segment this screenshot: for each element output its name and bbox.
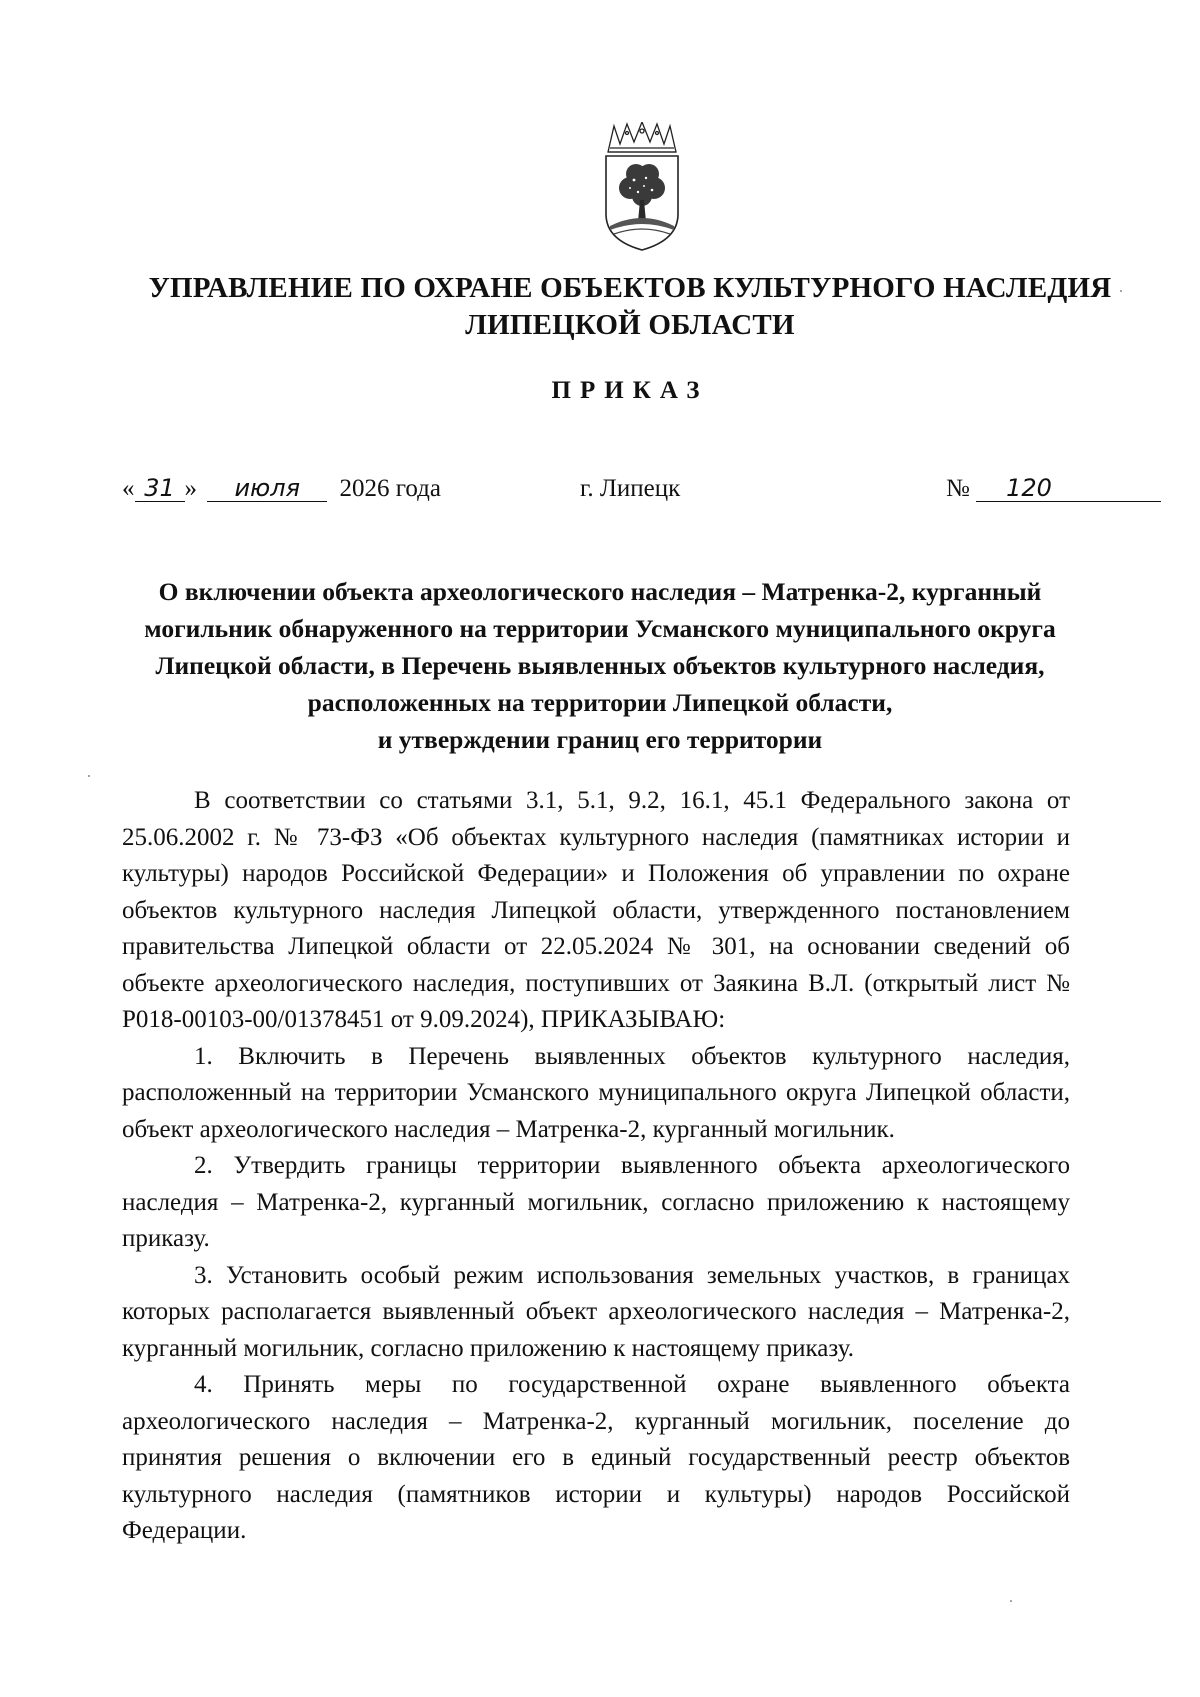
document-meta-line — [0, 475, 1200, 515]
document-number — [946, 475, 1161, 503]
agency-name-line1: УПРАВЛЕНИЕ ПО ОХРАНЕ ОБЪЕКТОВ КУЛЬТУРНОГО НАСЛЕДИЯ — [148, 272, 1112, 304]
agency-name-line2: ЛИПЕЦКОЙ ОБЛАСТИ — [465, 309, 795, 341]
number-label: № — [946, 475, 970, 502]
document-date — [122, 475, 441, 503]
date-year: 2026 года — [339, 475, 441, 502]
scan-speck — [1120, 290, 1122, 292]
agency-header — [140, 270, 1120, 344]
order-item-4: 4. Принять меры по государственной охране выявленного объекта археологического наследия – Матренка-2, курганный могильник, поселение до принятия решения о включении его в единый государственный реестр объектов культурного наследия (памятников истории и культуры) народов Российской Федерации. — [122, 1371, 1070, 1544]
date-quote-close: » — [184, 475, 197, 502]
document-title — [120, 573, 1080, 758]
title-line: расположенных на территории Липецкой области, — [307, 688, 893, 717]
date-quote-open: « — [122, 475, 135, 502]
lipetsk-coat-of-arms-icon — [600, 122, 684, 252]
title-line: Липецкой области, в Перечень выявленных объектов культурного наследия, — [155, 651, 1045, 680]
title-line: могильник обнаруженного на территории Усманского муниципального округа — [144, 614, 1056, 643]
order-item-3: 3. Установить особый режим использования земельных участков, в границах которых располагается выявленный объект археологического наследия – Матренка-2, курганный могильник, согласно приложению к настоящему приказу. — [122, 1261, 1070, 1362]
handwritten-month: июля — [207, 475, 327, 502]
scan-speck — [1010, 1600, 1012, 1602]
preamble-paragraph: В соответствии со статьями 3.1, 5.1, 9.2, 16.1, 45.1 Федерального закона от 25.06.2002 г. № 73-ФЗ «Об объектах культурного наследия (памятниках истории и культуры) народов Российской Федерации» и Положения об управлении по охране объектов культурного наследия Липецкой области, утвержденного постановлением правительства Липецкой области от 22.05.2024 № 301, на основании сведений об объекте археологического наследия, поступивших от Заякина В.Л. (открытый лист № Р018-00103-00/01378451 от 9.09.2024), ПРИКАЗЫВАЮ: — [122, 787, 1070, 1033]
title-line: и утверждении границ его территории — [377, 725, 823, 754]
document-type: ПРИКАЗ — [551, 377, 709, 404]
scan-speck — [88, 775, 90, 777]
title-line: О включении объекта археологического наследия – Матренка-2, курганный — [158, 577, 1042, 606]
document-city: г. Липецк — [580, 475, 681, 502]
order-item-2: 2. Утвердить границы территории выявленного объекта археологического наследия – Матренка-2, курганный могильник, согласно приложению к настоящему приказу. — [122, 1152, 1070, 1252]
order-item-1: 1. Включить в Перечень выявленных объектов культурного наследия, расположенный на территории Усманского муниципального округа Липецкой области, объект археологического наследия – Матренка-2, курганный могильник. — [122, 1042, 1070, 1143]
document-body — [122, 783, 1070, 1550]
handwritten-day: 31 — [135, 475, 185, 502]
handwritten-number: 120 — [976, 475, 1161, 502]
